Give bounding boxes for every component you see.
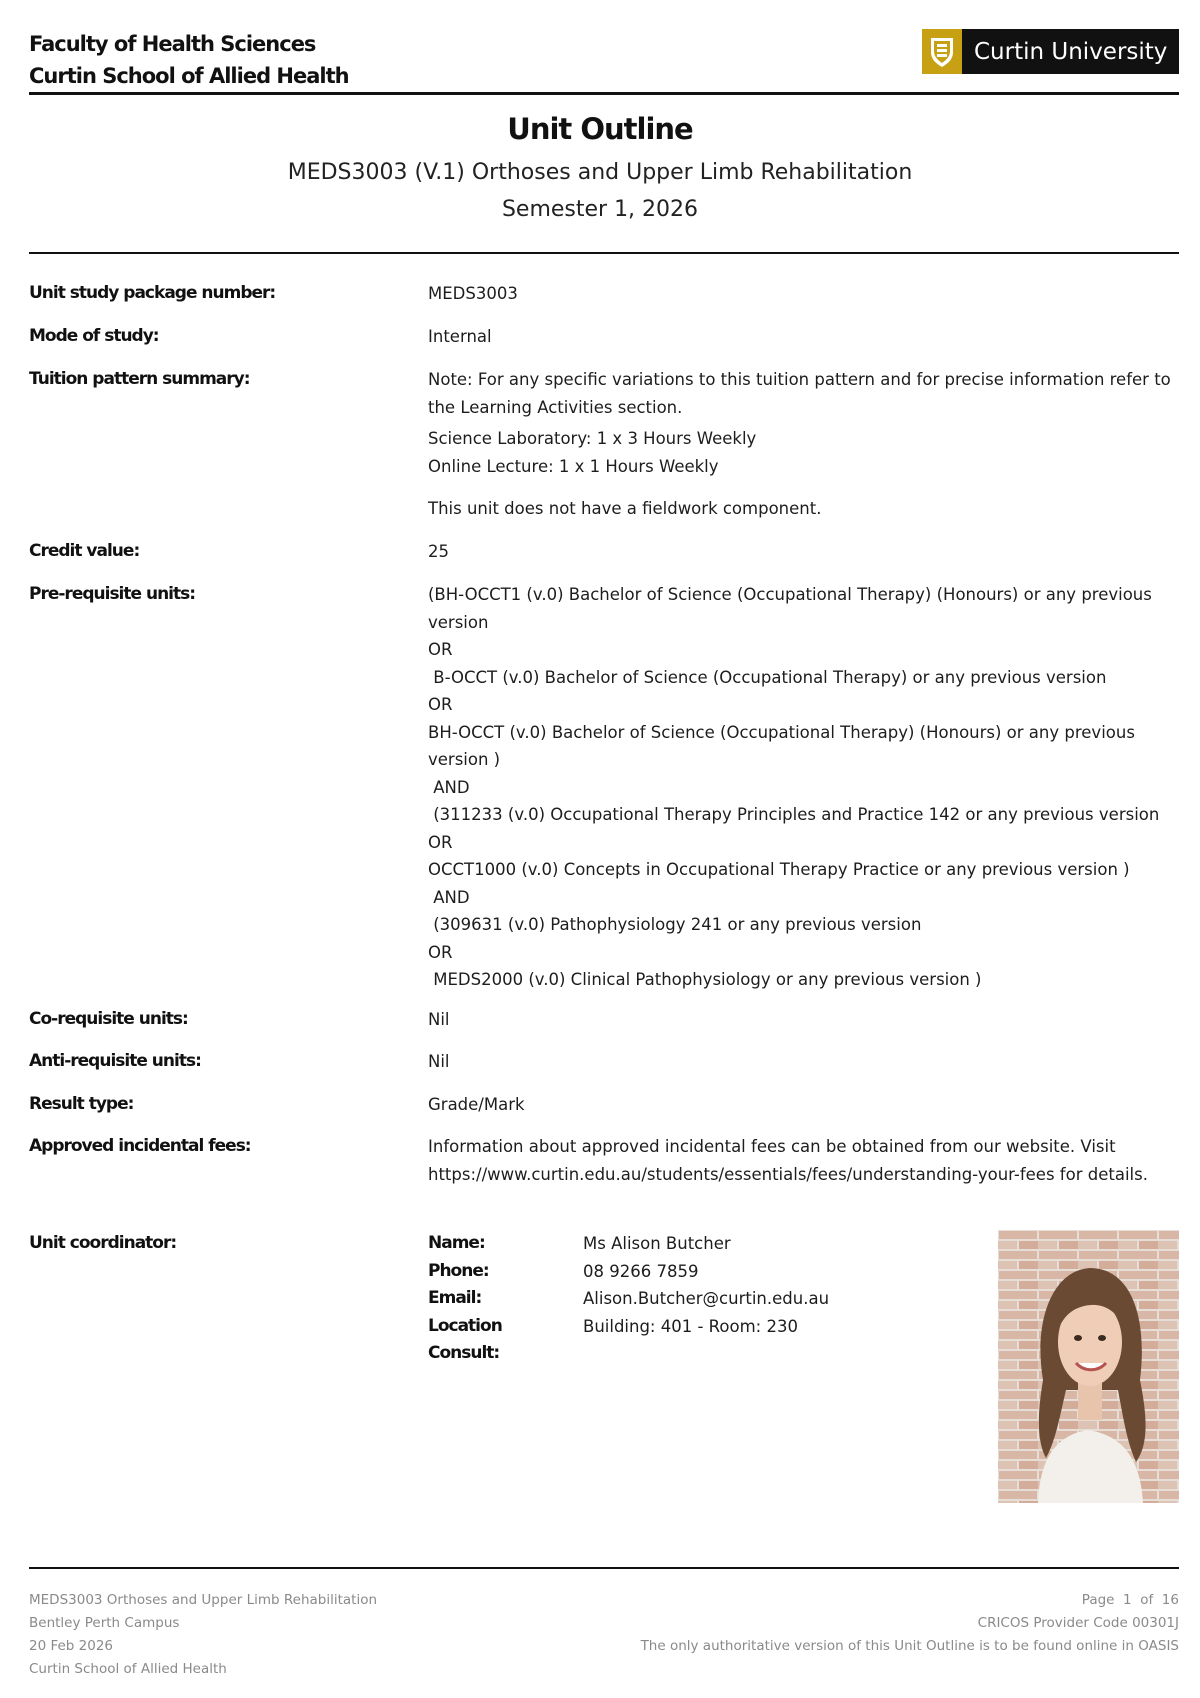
semester-label: Semester 1, 2026 [501,197,699,222]
coordinator-photo [998,1230,1179,1503]
unit-title: MEDS3003 (V.1) Orthoses and Upper Limb Rehabilitation [287,160,913,185]
header-divider [29,92,1179,95]
coordinator-email-label: Email: [428,1288,482,1308]
prerequisite-line: OR [428,942,453,962]
footer-right [641,1589,1179,1658]
footer-left [29,1589,377,1681]
mode-of-study-value [428,323,1184,351]
prerequisite-line: version ) [428,750,501,769]
unit-coordinator-label: Unit coordinator: [29,1233,177,1253]
coordinator-phone: 08 9266 7859 [583,1261,699,1281]
prerequisite-line: OR [428,832,453,852]
result-type-label: Result type: [29,1094,134,1114]
coordinator-location-label: Location [428,1315,502,1336]
mode-of-study-text: Internal [428,327,492,346]
prerequisite-line: AND [428,777,470,797]
incidental-fees-value [428,1133,1168,1188]
coordinator-phone-label: Phone: [428,1260,489,1281]
incidental-fees-label: Approved incidental fees: [29,1136,251,1156]
antirequisite-value [428,1048,1184,1076]
coordinator-name-label: Name: [428,1233,485,1253]
credit-value-label: Credit value: [29,541,140,561]
prerequisite-label: Pre-requisite units: [29,584,196,604]
coordinator-name: Ms Alison Butcher [583,1234,731,1253]
footer-campus: Bentley Perth Campus [29,1615,180,1631]
footer-cricos: CRICOS Provider Code 00301J [977,1615,1179,1631]
prerequisite-line: MEDS2000 (v.0) Clinical Pathophysiology or any previous version ) [428,970,982,989]
package-number-text: MEDS3003 [428,284,518,303]
prerequisite-line: version [428,612,489,632]
corequisite-value [428,1006,1184,1034]
prerequisite-line: OCCT1000 (v.0) Concepts in Occupational Therapy Practice or any previous version ) [428,860,1130,879]
footer-authoritative-note: The only authoritative version of this Unit Outline is to be found online in OASIS [640,1638,1179,1654]
logo-wordmark: Curtin University [974,38,1168,65]
footer-page-number: Page 1 of 16 [1081,1592,1179,1608]
package-number-label: Unit study package number: [29,283,276,303]
tuition-lab: Science Laboratory: 1 x 3 Hours Weekly [428,429,757,448]
prerequisite-line: B-OCCT (v.0) Bachelor of Science (Occupational Therapy) or any previous version [428,667,1107,687]
title-divider [29,252,1179,254]
document-title: Unit Outline [507,112,693,146]
package-number-value [428,280,1184,308]
crest-icon [922,29,962,74]
corequisite-label: Co-requisite units: [29,1009,188,1029]
tuition-lecture: Online Lecture: 1 x 1 Hours Weekly [428,456,719,476]
coordinator-values [583,1230,829,1340]
tuition-pattern-value [428,366,1184,523]
coordinator-labels [428,1230,502,1368]
credit-value-text: 25 [428,542,449,561]
credit-value [428,538,1184,566]
header-faculty-block [29,28,349,92]
prerequisite-line: OR [428,695,453,714]
antirequisite-text: Nil [428,1052,450,1071]
corequisite-text: Nil [428,1010,450,1029]
footer-date: 20 Feb 2026 [29,1638,114,1654]
prerequisite-line: (311233 (v.0) Occupational Therapy Principles and Practice 142 or any previous version [428,805,1160,824]
antirequisite-label: Anti-requisite units: [29,1051,201,1071]
incidental-fees-text: Information about approved incidental fees can be obtained from our website. Visit https://www.curtin.edu.au/students/essentials/fees/understanding-your-fees for details. [428,1137,1148,1184]
prerequisite-line: BH-OCCT (v.0) Bachelor of Science (Occupational Therapy) (Honours) or any previous [428,722,1135,742]
coordinator-email: Alison.Butcher@curtin.edu.au [583,1289,830,1308]
coordinator-location: Building: 401 - Room: 230 [583,1316,798,1336]
tuition-pattern-label: Tuition pattern summary: [29,369,250,389]
prerequisite-line: (BH-OCCT1 (v.0) Bachelor of Science (Occupational Therapy) (Honours) or any previous [428,585,1152,604]
prerequisite-line: AND [428,887,470,907]
result-type-value [428,1091,1184,1119]
prerequisite-line: OR [428,640,453,659]
footer-unit: MEDS3003 Orthoses and Upper Limb Rehabilitation [29,1592,378,1608]
footer-divider [29,1567,1179,1569]
result-type-text: Grade/Mark [428,1095,525,1114]
curtin-logo [922,29,1179,74]
faculty-name: Faculty of Health Sciences [29,32,316,56]
coordinator-consult-label: Consult: [428,1343,500,1363]
prerequisite-line: (309631 (v.0) Pathophysiology 241 or any previous version [428,915,922,934]
prerequisite-list [428,581,1184,994]
school-name: Curtin School of Allied Health [29,64,349,88]
tuition-note: Note: For any specific variations to this tuition pattern and for precise information refer to the Learning Activities section. [428,370,1171,417]
footer-school: Curtin School of Allied Health [29,1661,227,1677]
tuition-fieldwork: This unit does not have a fieldwork component. [428,499,822,518]
mode-of-study-label: Mode of study: [29,326,159,346]
